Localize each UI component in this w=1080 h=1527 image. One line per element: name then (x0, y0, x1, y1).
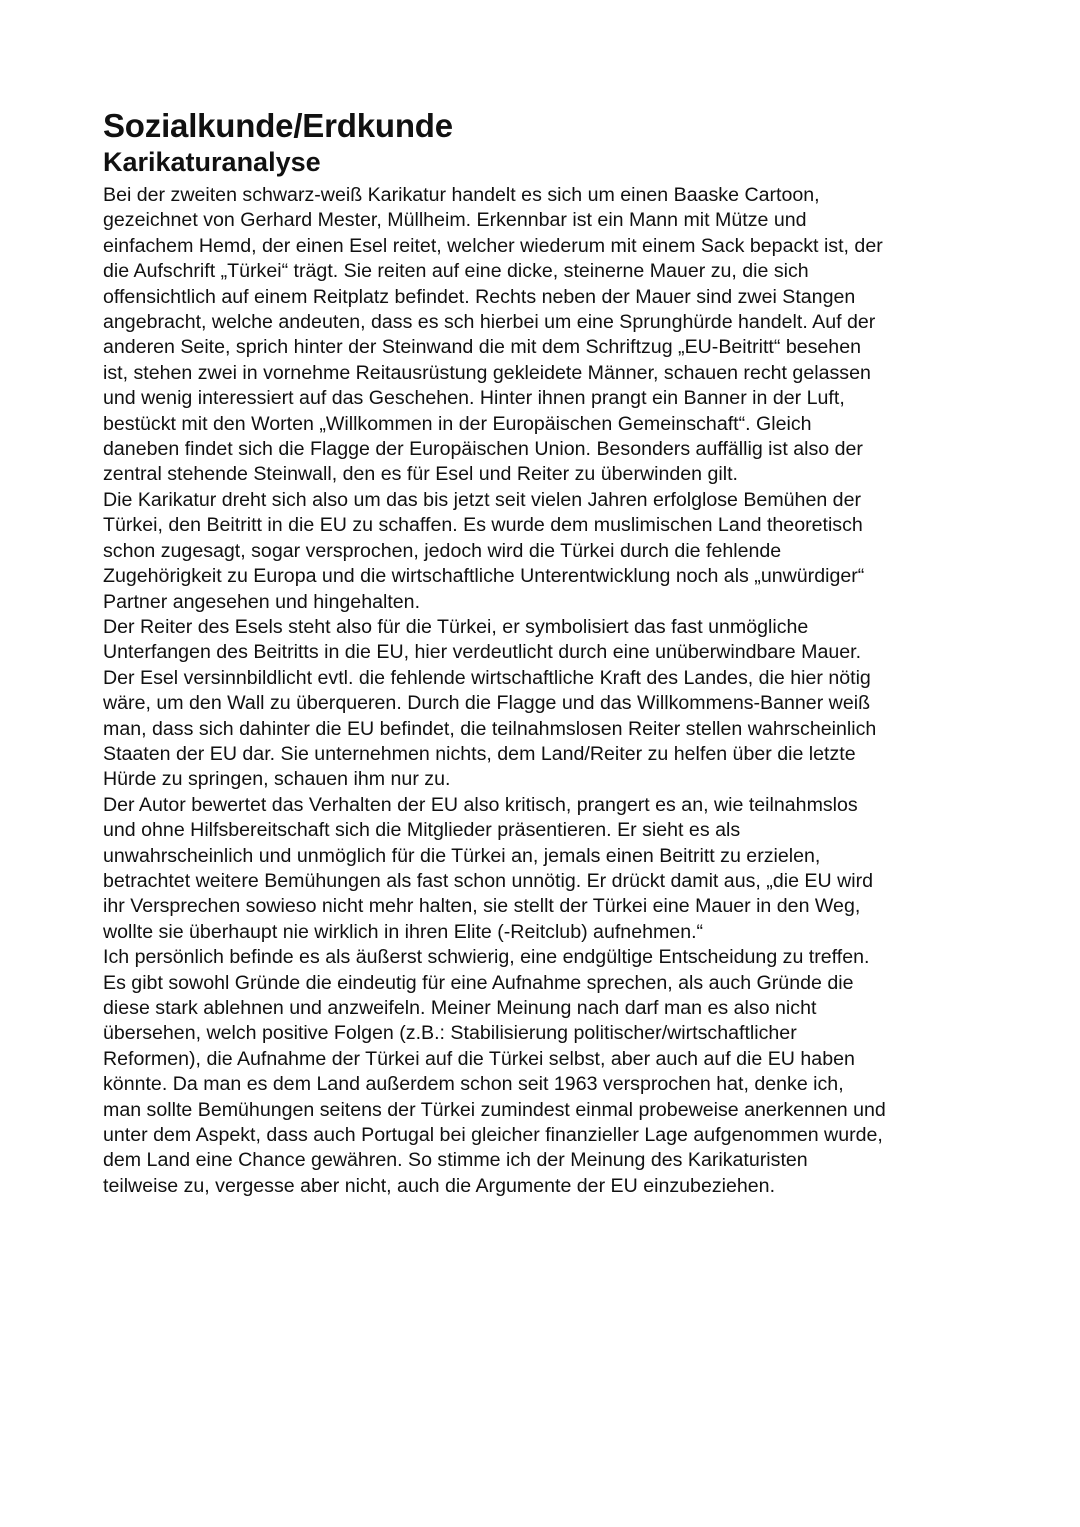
document-subtitle: Karikaturanalyse (103, 147, 321, 177)
document-body: Bei der zweiten schwarz-weiß Karikatur handelt es sich um einen Baaske Cartoon, gezeichnet von Gerhard Mester, Müllheim. Erkennbar ist ein Mann mit Mütze und einfachem Hemd, der einen Esel reitet, welcher wiederum mit einem Sack bepackt ist, der die Aufschrift „Türkei“ trägt. Sie reiten auf eine dicke, steinerne Mauer zu, die sich offensichtlich auf einem Reitplatz befindet. Rechts neben der Mauer sind zwei Stangen angebracht, welche andeuten, dass es sch hierbei um eine Sprunghürde handelt. Auf der anderen Seite, sprich hinter der Steinwand die mit dem Schriftzug „EU-Beitritt“ besehen ist, stehen zwei in vornehme Reitausrüstung gekleidete Männer, schauen recht gelassen und wenig interessiert auf das Geschehen. Hinter ihnen prangt ein Banner in der Luft, bestückt mit den Worten „Willkommen in der Europäischen Gemeinschaft“. Gleich daneben findet sich die Flagge der Europäischen Union. Besonders auffällig ist also der zentral stehende Steinwall, den es für Esel und Reiter zu überwinden gilt. Die Karikatur dreht sich also um das bis jetzt seit vielen Jahren erfolglose Bemühen der Türkei, den Beitritt in die EU zu schaffen. Es wurde dem muslimischen Land theoretisch schon zugesagt, sogar versprochen, jedoch wird die Türkei durch die fehlende Zugehörigkeit zu Europa und die wirtschaftliche Unterentwicklung noch als „unwürdiger“ Partner angesehen und hingehalten. Der Reiter des Esels steht also für die Türkei, er symbolisiert das fast unmögliche Unterfangen des Beitritts in die EU, hier verdeutlicht durch eine unüberwindbare Mauer. Der Esel versinnbildlicht evtl. die fehlende wirtschaftliche Kraft des Landes, die hier nötig wäre, um den Wall zu überqueren. Durch die Flagge und das Willkommens-Banner weiß man, dass sich dahinter die EU befindet, die teilnahmslosen Reiter stellen wahrscheinlich Staaten der EU dar. Sie unternehmen nichts, dem Land/Reiter zu helfen über die letzte Hürde zu springen, schauen ihm nur zu. Der Autor bewertet das Verhalten der EU also kritisch, prangert es an, wie teilnahmslos und ohne Hilfsbereitschaft sich die Mitglieder präsentieren. Er sieht es als unwahrscheinlich und unmöglich für die Türkei an, jemals einen Beitritt zu erzielen, betrachtet weitere Bemühungen als fast schon unnötig. Er drückt damit aus, „die EU wird ihr Versprechen sowieso nicht mehr halten, sie stellt der Türkei eine Mauer in den Weg, wollte sie überhaupt nie wirklich in ihren Elite (-Reitclub) aufnehmen.“ Ich persönlich befinde es als äußerst schwierig, eine endgültige Entscheidung zu treffen. Es gibt sowohl Gründe die eindeutig für eine Aufnahme sprechen, als auch Gründe die diese stark ablehnen und anzweifeln. Meiner Meinung nach darf man es also nicht übersehen, welch positive Folgen (z.B.: Stabilisierung politischer/wirtschaftlicher Reformen), die Aufnahme der Türkei auf die Türkei selbst, aber auch auf die EU haben könnte. Da man es dem Land außerdem schon seit 1963 versprochen hat, denke ich, man sollte Bemühungen seitens der Türkei zumindest einmal probeweise anerkennen und unter dem Aspekt, dass auch Portugal bei gleicher finanzieller Lage aufgenommen wurde, dem Land eine Chance gewähren. So stimme ich der Meinung des Karikaturisten teilweise zu, vergesse aber nicht, auch die Argumente der EU einzubeziehen. (103, 184, 886, 1197)
document-title: Sozialkunde/Erdkunde (103, 107, 453, 144)
document-page (103, 107, 983, 1199)
